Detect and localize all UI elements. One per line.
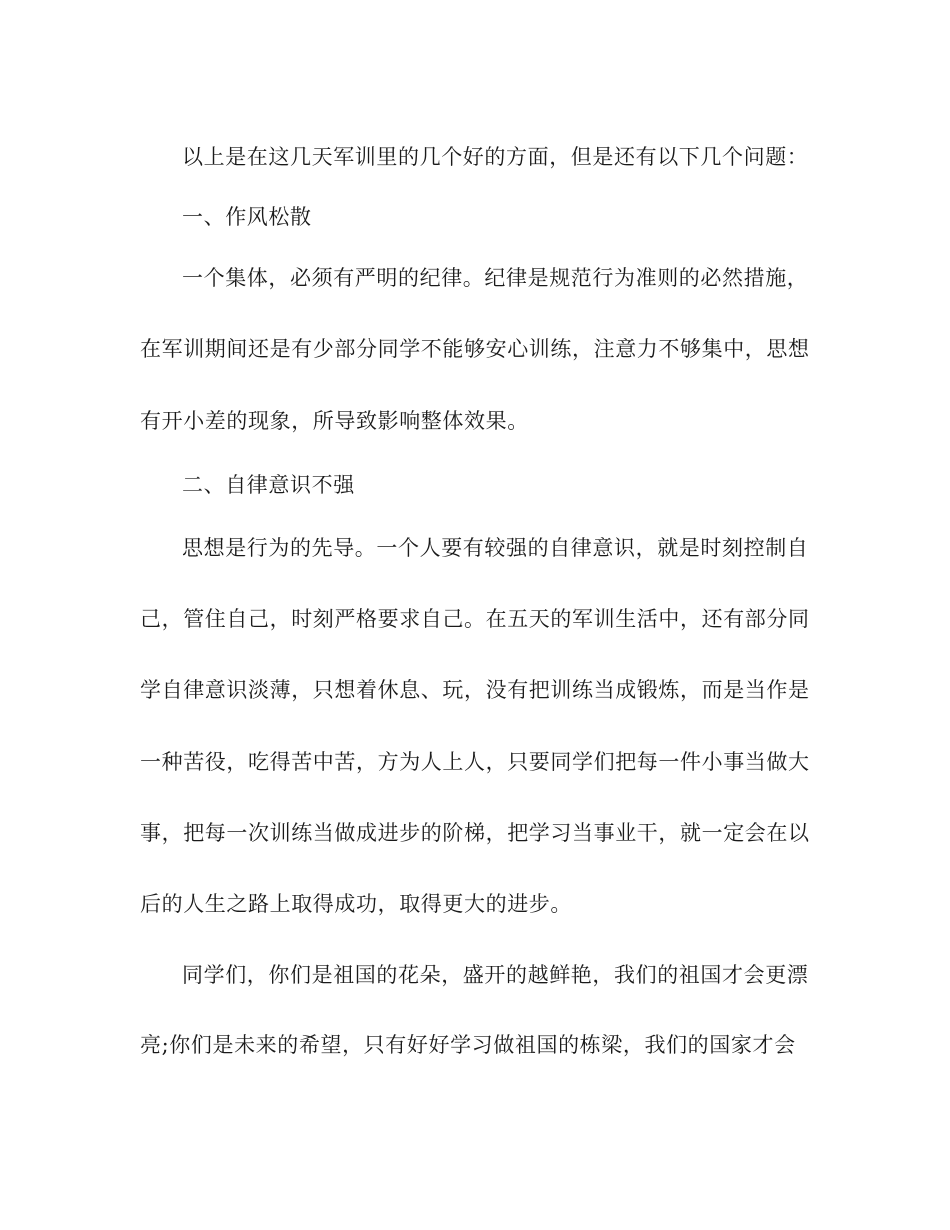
paragraph-line: 在军训期间还是有少部分同学不能够安心训练，注意力不够集中，思想 [140, 337, 810, 361]
paragraph-line: 亮;你们是未来的希望，只有好好学习做祖国的栋梁，我们的国家才会 [140, 1033, 796, 1057]
paragraph-line: 有开小差的现象，所导致影响整体效果。 [140, 409, 529, 433]
paragraph-line: 后的人生之路上取得成功，取得更大的进步。 [140, 892, 572, 916]
paragraph-line: 学自律意识淡薄，只想着休息、玩，没有把训练当成锻炼，而是当作是 [140, 678, 810, 702]
section-heading-self-discipline: 二、自律意识不强 [182, 473, 355, 497]
paragraph-line: 事，把每一次训练当做成进步的阶梯，把学习当事业干，就一定会在以 [140, 821, 810, 845]
paragraph-line: 思想是行为的先导。一个人要有较强的自律意识，就是时刻控制自 [182, 536, 809, 560]
paragraph-line: 同学们，你们是祖国的花朵，盛开的越鲜艳，我们的祖国才会更漂 [182, 963, 809, 987]
section-heading-discipline: 一、作风松散 [182, 205, 312, 229]
paragraph-line: 己，管住自己，时刻严格要求自己。在五天的军训生活中，还有部分同 [140, 607, 810, 631]
intro-paragraph-line: 以上是在这几天军训里的几个好的方面，但是还有以下几个问题： [182, 145, 809, 169]
paragraph-line: 一个集体，必须有严明的纪律。纪律是规范行为准则的必然措施， [182, 266, 809, 290]
paragraph-line: 一种苦役，吃得苦中苦，方为人上人，只要同学们把每一件小事当做大 [140, 750, 810, 774]
